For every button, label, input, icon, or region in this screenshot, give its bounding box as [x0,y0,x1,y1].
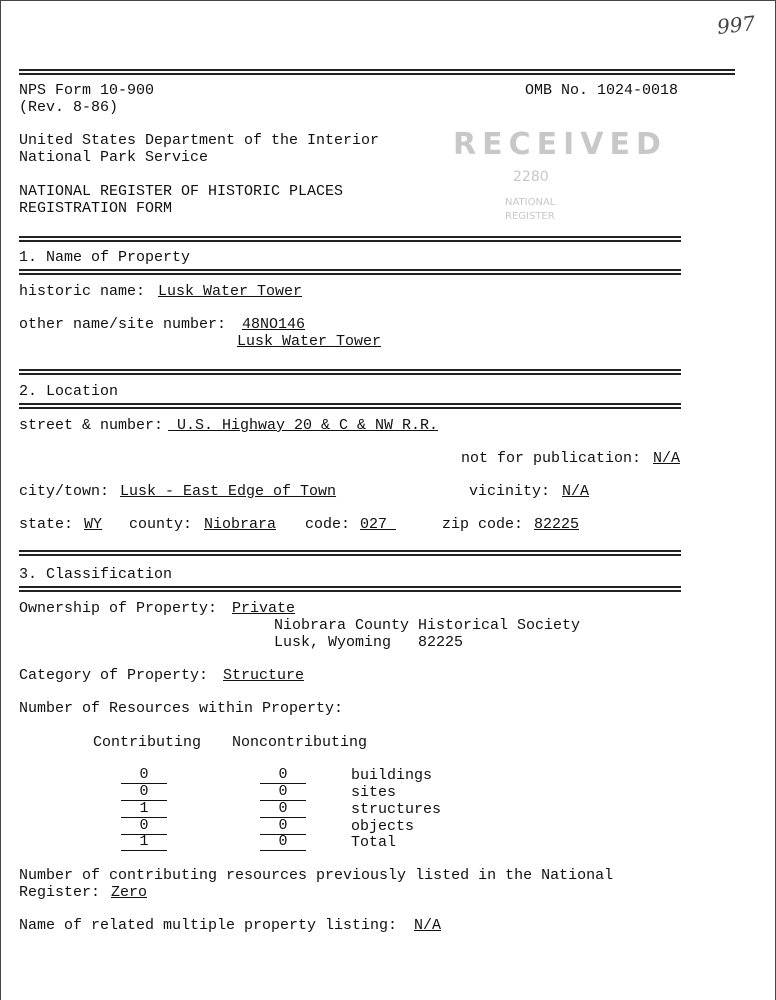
vicinity-label: vicinity: [469,483,551,500]
department: United States Department of the Interior [19,132,380,149]
contributing-count: 1 [121,834,167,851]
code-value: 027 [360,516,397,533]
historic-name-value: Lusk Water Tower [158,283,303,300]
double-rule [19,69,735,75]
form-id: NPS Form 10-900 [19,82,155,99]
section-2-heading: 2. Location [19,383,119,400]
contributing-count: 0 [121,784,167,801]
noncontributing-count: 0 [260,818,306,835]
county-value: Niobrara [204,516,277,533]
site-number-value: 48NO146 [242,316,306,333]
other-name-value: Lusk Water Tower [237,333,382,350]
noncontributing-header: Noncontributing [232,734,368,751]
historic-name-label: historic name: [19,283,146,300]
double-rule [19,269,681,275]
ownership-label: Ownership of Property: [19,600,218,617]
noncontributing-count: 0 [260,784,306,801]
category-label: Category of Property: [19,667,209,684]
noncontributing-count: 0 [260,801,306,818]
ownership-value: Private [232,600,296,617]
not-for-publication-label: not for publication: [461,450,642,467]
received-stamp: RECEIVED 2280 NATIONAL REGISTER [453,127,667,222]
multiple-property-label: Name of related multiple property listing: [19,917,398,934]
contributing-count: 1 [121,801,167,818]
owner-name: Niobrara County Historical Society [274,617,581,634]
resource-type: buildings [351,767,433,784]
resource-type: Total [351,834,397,851]
zip-label: zip code: [442,516,524,533]
resources-label: Number of Resources within Property: [19,700,344,717]
section-3-heading: 3. Classification [19,566,173,583]
omb-number: OMB No. 1024-0018 [525,82,679,99]
state-value: WY [84,516,103,533]
other-name-label: other name/site number: [19,316,227,333]
handwritten-note: 997 [715,11,757,39]
double-rule [19,236,681,242]
noncontributing-count: 0 [260,834,306,851]
not-for-publication-value: N/A [653,450,681,467]
contributing-count: 0 [121,818,167,835]
double-rule [19,586,681,592]
section-1-heading: 1. Name of Property [19,249,191,266]
noncontributing-count: 0 [260,767,306,784]
double-rule [19,403,681,409]
form-title: REGISTRATION FORM [19,200,173,217]
street-label: street & number: [19,417,164,434]
resource-type: structures [351,801,442,818]
previously-listed-value: Zero [111,884,148,901]
city-label: city/town: [19,483,110,500]
contributing-header: Contributing [93,734,202,751]
double-rule [19,550,681,556]
zip-value: 82225 [534,516,580,533]
contributing-count: 0 [121,767,167,784]
agency: National Park Service [19,149,209,166]
register-title: NATIONAL REGISTER OF HISTORIC PLACES [19,183,344,200]
category-value: Structure [223,667,305,684]
resource-type: sites [351,784,397,801]
previously-listed-text: Number of contributing resources previously listed in the National [19,867,614,884]
city-value: Lusk - East Edge of Town [120,483,337,500]
vicinity-value: N/A [562,483,590,500]
state-label: state: [19,516,74,533]
county-label: county: [129,516,193,533]
multiple-property-value: N/A [414,917,442,934]
resource-type: objects [351,818,415,835]
owner-address: Lusk, Wyoming 82225 [274,634,464,651]
form-revision: (Rev. 8-86) [19,99,119,116]
street-value: U.S. Highway 20 & C & NW R.R. [168,417,439,434]
previously-listed-label: Register: [19,884,101,901]
double-rule [19,369,681,375]
code-label: code: [305,516,351,533]
